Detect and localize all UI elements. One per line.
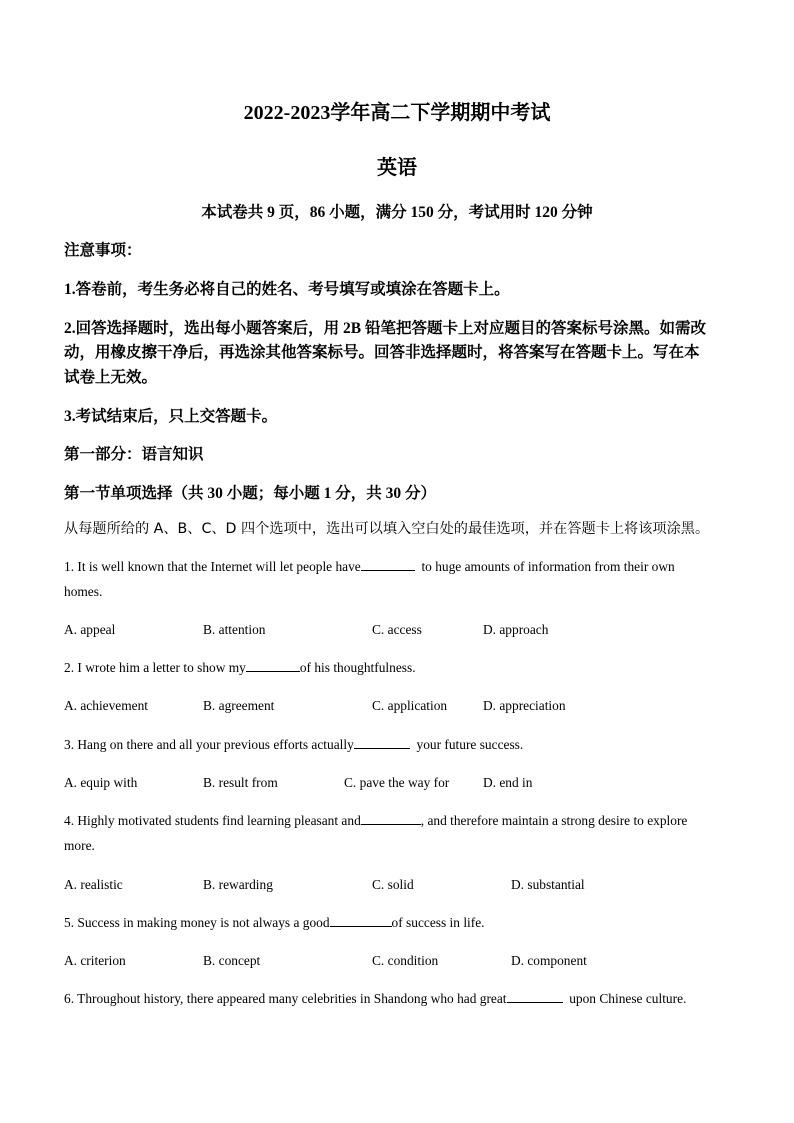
q2-option-c: C. application <box>372 698 448 713</box>
question-4-text-a: 4. Highly motivated students find learning pleasant and <box>64 813 361 828</box>
note-1: 1.答卷前，考生务必将自己的姓名、考号填写或填涂在答题卡上。 <box>64 281 510 298</box>
q1-option-b: B. attention <box>203 622 266 637</box>
q1-option-c: C. access <box>372 622 422 637</box>
question-5 <box>64 910 730 935</box>
note-2-line-2: 动，用橡皮擦干净后，再选涂其他答案标号。回答非选择题时，将答案写在答题卡上。写在本 <box>64 344 700 361</box>
q4-option-a: A. realistic <box>64 877 123 892</box>
q5-option-c: C. condition <box>372 953 439 968</box>
answer-blank <box>354 735 410 749</box>
question-2 <box>64 655 730 680</box>
q2-option-a: A. achievement <box>64 698 149 713</box>
question-2-text-b: of his thoughtfulness. <box>299 660 416 675</box>
q5-option-d: D. component <box>511 953 587 968</box>
q4-option-b: B. rewarding <box>203 877 273 892</box>
answer-blank <box>507 989 563 1003</box>
question-3-text-b: your future success. <box>416 737 524 752</box>
q3-option-d: D. end in <box>483 775 533 790</box>
note-2-line-1: 2.回答选择题时，选出每小题答案后，用 2B 铅笔把答题卡上对应题目的答案标号涂黑。如需改 <box>64 320 706 337</box>
question-3-text-a: 3. Hang on there and all your previous efforts actually <box>64 737 354 752</box>
q1-option-d: D. approach <box>483 622 549 637</box>
q1-option-a: A. appeal <box>64 622 116 637</box>
exam-title: 2022-2023学年高二下学期期中考试 <box>243 102 551 124</box>
question-5-text-b: of success in life. <box>391 915 485 930</box>
question-4-text-b: , and therefore maintain a strong desire to explore <box>420 813 688 828</box>
q2-option-d: D. appreciation <box>483 698 566 713</box>
q5-option-a: A. criterion <box>64 953 126 968</box>
instruction: 从每题所给的 A、B、C、D 四个选项中，选出可以填入空白处的最佳选项，并在答题卡上将该项涂黑。 <box>64 521 710 537</box>
answer-blank <box>330 913 392 927</box>
question-5-text-a: 5. Success in making money is not always a good <box>64 915 330 930</box>
exam-info: 本试卷共 9 页，86 小题，满分 150 分，考试用时 120 分钟 <box>201 204 593 221</box>
question-6-text-a: 6. Throughout history, there appeared many celebrities in Shandong who had great <box>64 991 507 1006</box>
q3-option-b: B. result from <box>203 775 278 790</box>
q3-option-c: C. pave the way for <box>344 775 450 790</box>
q4-option-d: D. substantial <box>511 877 585 892</box>
question-1-text-b: to huge amounts of information from their own <box>421 559 675 574</box>
q3-option-a: A. equip with <box>64 775 138 790</box>
question-1-continued: homes. <box>64 584 103 599</box>
q5-option-b: B. concept <box>203 953 261 968</box>
question-6-text-b: upon Chinese culture. <box>569 991 687 1006</box>
question-2-text-a: 2. I wrote him a letter to show my <box>64 660 246 675</box>
q4-option-c: C. solid <box>372 877 414 892</box>
question-3 <box>64 732 730 757</box>
answer-blank <box>361 811 421 825</box>
question-6 <box>64 986 730 1011</box>
note-2-line-3: 试卷上无效。 <box>64 369 158 386</box>
question-1 <box>64 554 730 579</box>
q2-option-b: B. agreement <box>203 698 275 713</box>
answer-blank <box>361 557 415 571</box>
question-4 <box>64 808 730 833</box>
note-3: 3.考试结束后，只上交答题卡。 <box>64 408 278 425</box>
section1-heading: 第一节单项选择（共 30 小题；每小题 1 分，共 30 分） <box>64 485 437 502</box>
question-1-text-a: 1. It is well known that the Internet will let people have <box>64 559 361 574</box>
notes-heading: 注意事项： <box>64 242 142 259</box>
part1-heading: 第一部分：语言知识 <box>64 446 204 463</box>
question-4-continued: more. <box>64 838 95 853</box>
answer-blank <box>246 658 300 672</box>
subject-title: 英语 <box>377 157 417 179</box>
